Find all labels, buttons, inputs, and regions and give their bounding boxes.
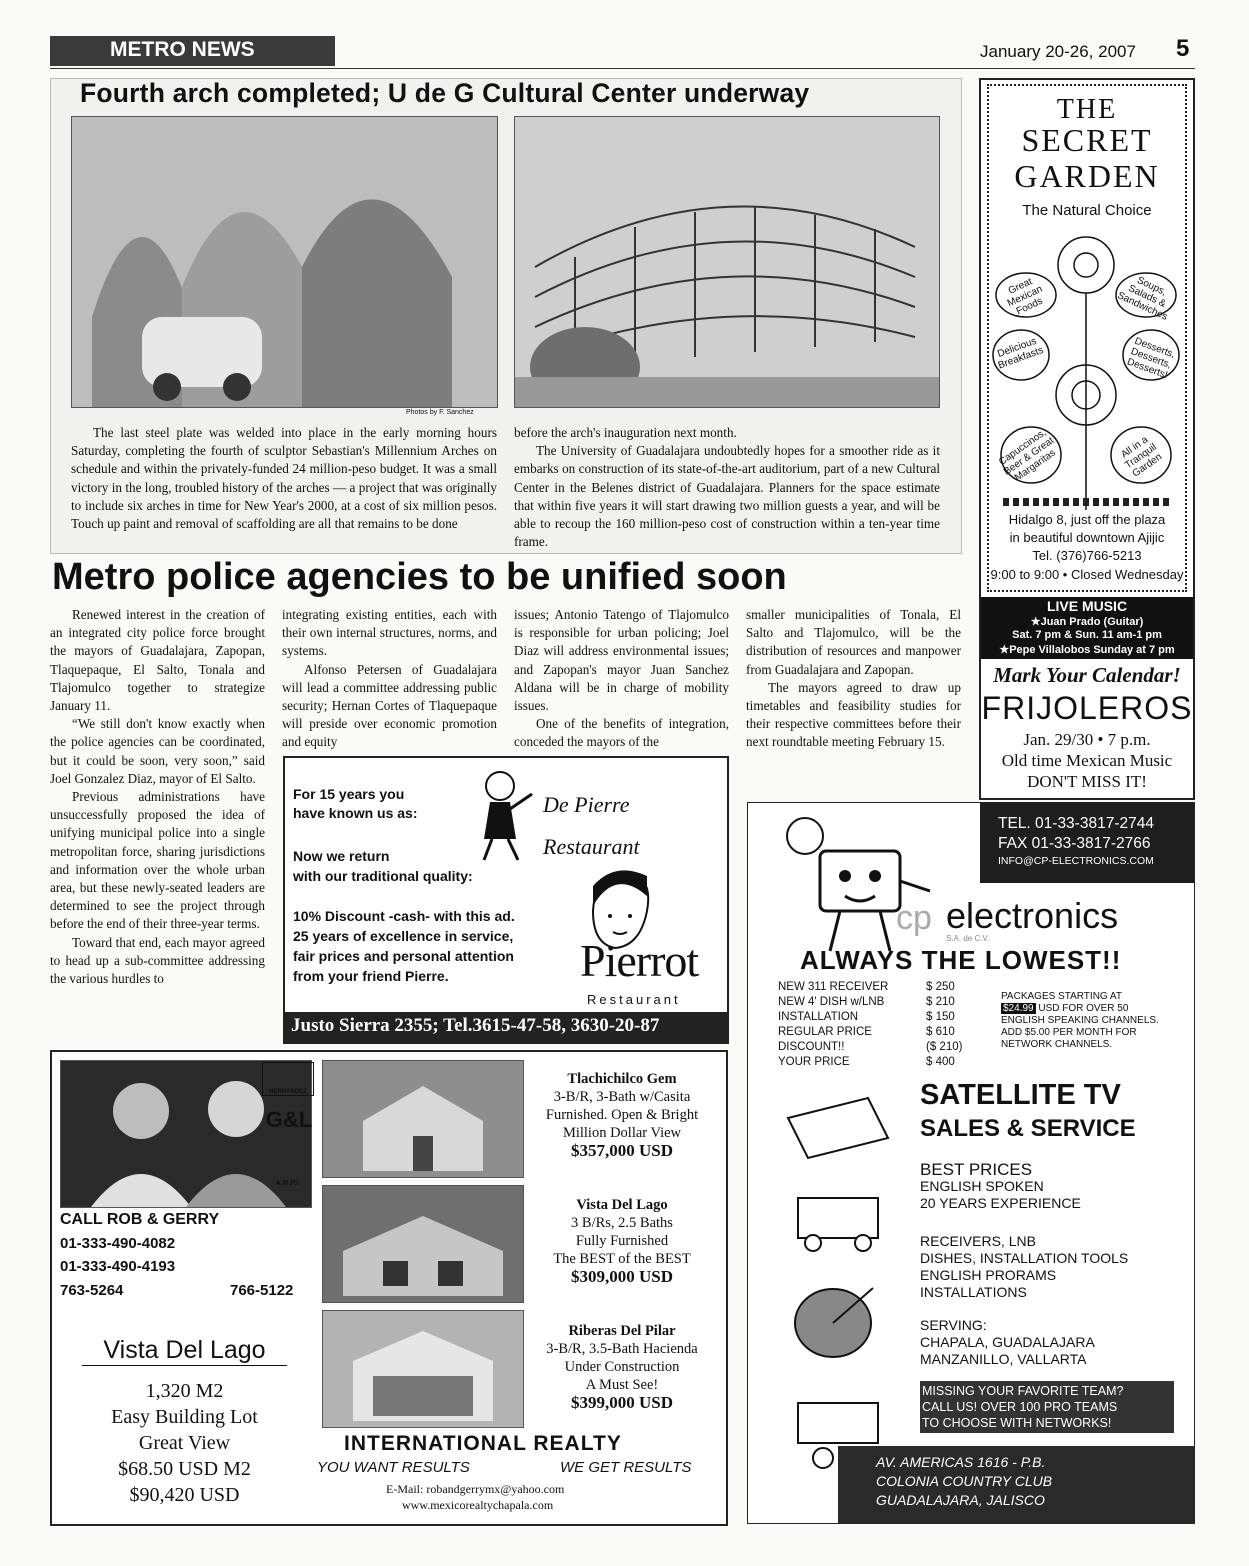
service-line: ENGLISH SPOKEN: [920, 1178, 1044, 1194]
story2-paragraph: The mayors agreed to draw up timetables and feasibility studies for their respective committees before their next roundtable meeting February 15.: [746, 679, 961, 750]
story2-paragraph: Renewed interest in the creation of an integrated city police force brought the mayors of Guadalajara, Zapopan, Tlaquepaque, El Salto, Tonala and Tlajomulco together to strategize January 11.: [50, 607, 265, 714]
price-item: DISCOUNT!!: [778, 1041, 845, 1053]
petal-label: Great Mexican Foods: [1005, 276, 1045, 318]
depierre-line: with our traditional quality:: [293, 868, 473, 884]
cp-email[interactable]: INFO@CP-ELECTRONICS.COM: [998, 855, 1154, 867]
realty-email[interactable]: E-Mail: robandgerrymx@yahoo.com: [386, 1482, 565, 1496]
depierre-brand-sub: Restaurant: [543, 834, 640, 859]
listing: [532, 1196, 712, 1286]
packages-text: USD FOR OVER 50: [1038, 1003, 1129, 1014]
story1-headline: Fourth arch completed; U de G Cultural Center underway: [80, 78, 810, 108]
cp-address-line: GUADALAJARA, JALISCO: [876, 1492, 1045, 1508]
service-line: INSTALLATIONS: [920, 1284, 1027, 1300]
story1-paragraph: before the arch's inauguration next month.: [514, 425, 737, 440]
triangle-border: [1003, 498, 1171, 506]
depierre-line: Now we return: [293, 848, 390, 864]
realty-phone: 01-333-490-4082: [60, 1235, 176, 1252]
price-item: REGULAR PRICE: [778, 1026, 872, 1038]
petal-label: Soups, Salads & Sandwiches: [1115, 274, 1170, 323]
depierre-address: Justo Sierra 2355; Tel.3615-47-58, 3630-20-87: [291, 1015, 660, 1036]
cp-slogan: ALWAYS THE LOWEST!!: [800, 945, 1122, 975]
cp-electronics-ad: [747, 802, 1195, 1524]
listing-detail: The BEST of the BEST: [553, 1251, 691, 1267]
packages-info: [1001, 991, 1186, 1051]
listing: [532, 1070, 712, 1160]
live-music-line: Sat. 7 pm & Sun. 11 am-1 pm: [1012, 629, 1162, 641]
price-row: [778, 1025, 988, 1040]
depierre-line: fair prices and personal attention: [293, 948, 514, 964]
price-item: NEW 311 RECEIVER: [778, 981, 889, 993]
service-line: CHAPALA, GUADALAJARA: [920, 1334, 1095, 1350]
construction-illustration: [515, 117, 939, 407]
garden-tagline: The Natural Choice: [1022, 202, 1152, 219]
price-value: $ 210: [926, 996, 955, 1008]
garden-title-the: THE: [1056, 94, 1118, 125]
service-line: ENGLISH PRORAMS: [920, 1267, 1057, 1283]
tv-mascot-icon: [760, 811, 940, 961]
story1-paragraph: The last steel plate was welded into place in the early morning hours Saturday, completing the fourth of sculptor Sebastian's Millennium Arches on schedule and within the privately-funded 24 million-peso budget. It was a small victory in the long, troubled history of the arches — a project that was originally to include six arches in time for New Year's 2000, at a cost of six million pesos. Touch up paint and removal of scaffolding are all that remains to be done: [71, 425, 497, 532]
cp-logo-sub: S.A. de C.V.: [946, 934, 990, 943]
price-value: ($ 210): [926, 1041, 963, 1053]
garden-hours: 9:00 to 9:00 • Closed Wednesday: [990, 567, 1184, 582]
petal-label: Desserts, Desserts, Desserts!: [1125, 335, 1177, 382]
listing-price: $399,000 USD: [570, 1393, 673, 1412]
price-item: NEW 4' DISH w/LNB: [778, 996, 885, 1008]
depierre-brand: De Pierre: [543, 792, 630, 817]
price-table: [778, 980, 988, 1070]
listing-detail: Furnished. Open & Bright: [545, 1107, 699, 1123]
service-line: MANZANILLO, VALLARTA: [920, 1351, 1087, 1367]
listing-price: $309,000 USD: [570, 1267, 673, 1286]
depierre-line: have known us as:: [293, 805, 418, 821]
realty-phone: 766-5122: [230, 1282, 294, 1299]
listing-detail: A Must See!: [585, 1377, 659, 1393]
garden-title-garden: GARDEN: [1014, 158, 1160, 194]
issue-date: January 20-26, 2007: [980, 42, 1136, 61]
petal-label: Delicious Breakfasts: [996, 335, 1045, 372]
service-block: [920, 1317, 1095, 1368]
listing-name: Riberas Del Pilar: [568, 1323, 676, 1339]
listing-detail: Under Construction: [564, 1359, 680, 1375]
packages-price: $24.99: [1003, 1003, 1034, 1014]
cp-logo-name: electronics: [946, 895, 1119, 936]
story2-column-3: [514, 606, 729, 752]
cp-tel: TEL. 01-33-3817-2744: [998, 815, 1154, 832]
listing-name: Tlachichilco Gem: [567, 1071, 677, 1087]
listing-detail: 3-B/R, 3-Bath w/Casita: [553, 1089, 691, 1105]
products-illustration: [778, 1088, 898, 1488]
story1-column-1: [71, 424, 497, 533]
story2-headline: Metro police agencies to be unified soon: [52, 556, 787, 598]
gl-logo: G&L: [265, 1107, 313, 1132]
story2-paragraph: issues; Antonio Tatengo of Tlajomulco is responsible for urban policing; Joel Diaz will address environmental issues; and Zapopan's mayor Juan Sanchez Aldana will be in charge of mobility issues.: [514, 607, 729, 714]
price-row: [778, 1010, 988, 1025]
teams-line: TO CHOOSE WITH NETWORKS!: [922, 1416, 1112, 1430]
ampi-logo: HERNANDEZ: [262, 1062, 314, 1096]
waiter-icon: [470, 764, 545, 864]
packages-line: ENGLISH SPEAKING CHANNELS.: [1001, 1015, 1159, 1026]
realty-website[interactable]: www.mexicorealtychapala.com: [402, 1498, 554, 1512]
petal-label: Capuccinos, Beer & Great Margaritas: [996, 427, 1058, 484]
packages-line: NETWORK CHANNELS.: [1001, 1039, 1113, 1050]
event-cta: DON'T MISS IT!: [1027, 772, 1147, 791]
depierre-line: 25 years of excellence in service,: [293, 928, 514, 944]
listing-name: Vista Del Lago: [576, 1197, 668, 1213]
story2-column-4: [746, 606, 961, 752]
lot-detail: 1,320 M2: [145, 1380, 224, 1402]
live-music-line: ★Juan Prado (Guitar): [1030, 616, 1144, 628]
realty-ad: [50, 1050, 728, 1526]
cultural-center-photo: [514, 116, 940, 408]
service-block: [920, 1233, 1128, 1301]
teams-line: MISSING YOUR FAVORITE TEAM?: [922, 1384, 1124, 1398]
lot-price: $90,420 USD: [129, 1484, 240, 1506]
story2-column-2: [282, 606, 497, 752]
listing-detail: 3-B/R, 3.5-Bath Hacienda: [546, 1341, 698, 1357]
realty-slogan: WE GET RESULTS: [560, 1459, 692, 1476]
garden-address-2: in beautiful downtown Ajijic: [1009, 530, 1165, 545]
story2-paragraph: smaller municipalities of Tonala, El Salto and Tlajomulco, will be the distribution of resources and manpower from Guadalajara and Zapopan.: [746, 607, 961, 677]
story1-paragraph: The University of Guadalajara undoubtedly hopes for a smoother ride as it embarks on construction of its state-of-the-art auditorium, part of a new Cultural Center in the Belenes district of Guadalajara. Planners for the space estimate that within five years it will start drawing two million guests a year, and will be able to recoup the 160 million-peso cost of construction within a ten-year time frame.: [514, 443, 940, 550]
garden-phone: Tel. (376)766-5213: [1032, 548, 1142, 563]
realty-brand: INTERNATIONAL REALTY: [344, 1432, 622, 1455]
listing-detail: 3 B/Rs, 2.5 Baths: [571, 1215, 673, 1231]
price-row: [778, 995, 988, 1010]
lot-price: $68.50 USD M2: [118, 1458, 251, 1480]
garden-address-1: Hidalgo 8, just off the plaza: [1008, 512, 1166, 527]
service-line: SERVING:: [920, 1317, 987, 1333]
listing-photo: [322, 1060, 524, 1178]
live-music-line: ★Pepe Villalobos Sunday at 7 pm: [999, 644, 1175, 656]
cp-address: [876, 1453, 1052, 1510]
price-value: $ 400: [926, 1056, 955, 1068]
teams-box: [920, 1381, 1174, 1433]
ampi-member-logo: A.M.P.I.: [275, 1180, 301, 1187]
depierre-ad: [283, 756, 729, 1044]
lot-detail: Easy Building Lot: [111, 1406, 258, 1428]
product-column: [778, 1088, 898, 1488]
depierre-line: from your friend Pierre.: [293, 968, 449, 984]
cp-fax: FAX 01-33-3817-2766: [998, 835, 1151, 852]
petal-label: All in a Tranquil Garden: [1119, 434, 1165, 480]
cp-logo-mark: cp: [896, 899, 932, 937]
service-line: RECEIVERS, LNB: [920, 1233, 1036, 1249]
listing-detail: Million Dollar View: [562, 1125, 682, 1141]
secret-garden-ad: [979, 78, 1195, 800]
realty-call: CALL ROB & GERRY: [60, 1211, 220, 1228]
story2-paragraph: Toward that end, each mayor agreed to head up a sub-committee addressing the various hurdles to: [50, 934, 265, 987]
satellite-heading: SATELLITE TV: [920, 1079, 1121, 1111]
story2-paragraph: Previous administrations have unsuccessfully proposed the idea of unifying municipal police into a single metropolitan force, sharing jurisdictions and information over the whole urban area, but these newly-seated leaders are determined to see the project through before the end of their three-year terms.: [50, 789, 265, 932]
page-number: 5: [1176, 35, 1190, 62]
realty-phone: 763-5264: [60, 1282, 124, 1299]
arches-photo: [71, 116, 498, 408]
cp-address-line: AV. AMERICAS 1616 - P.B.: [876, 1454, 1046, 1470]
price-row: [778, 1055, 988, 1070]
listing-price: $357,000 USD: [570, 1141, 673, 1160]
teams-line: CALL US! OVER 100 PRO TEAMS: [922, 1400, 1118, 1414]
event-name: FRIJOLEROS: [981, 690, 1193, 726]
service-line: DISHES, INSTALLATION TOOLS: [920, 1250, 1129, 1266]
story2-paragraph: “We still don't know exactly when the police agencies can be coordinated, but it could be soon, very soon,” said Joel Gonzalez Diaz, mayor of El Salto.: [50, 716, 265, 786]
calendar-heading: Mark Your Calendar!: [993, 663, 1181, 687]
price-value: $ 150: [926, 1011, 955, 1023]
house-illustration: [323, 1061, 523, 1177]
cp-address-line: COLONIA COUNTRY CLUB: [876, 1473, 1053, 1489]
event-date: Jan. 29/30 • 7 p.m.: [1023, 730, 1151, 749]
lot-title: Vista Del Lago: [82, 1336, 287, 1366]
packages-line: [1001, 1003, 1186, 1015]
best-prices: BEST PRICES: [920, 1160, 1033, 1179]
price-row: [778, 1040, 988, 1055]
price-row: [778, 980, 988, 995]
price-item: INSTALLATION: [778, 1011, 859, 1023]
house-illustration: [323, 1186, 523, 1302]
packages-line: PACKAGES STARTING AT: [1001, 991, 1122, 1002]
satellite-subheading: SALES & SERVICE: [920, 1115, 1136, 1142]
live-music-title: LIVE MUSIC: [1046, 598, 1128, 614]
listing-detail: Fully Furnished: [575, 1233, 669, 1249]
service-block: [920, 1161, 1081, 1212]
price-value: $ 610: [926, 1026, 955, 1038]
story2-paragraph: One of the benefits of integration, conceded the mayors of the: [514, 716, 729, 750]
story2-paragraph: Alfonso Petersen of Guadalajara will lead a committee addressing public security; Hernan Cortes of Tlaquepaque will preside over economic promotion and equity: [282, 661, 497, 750]
garden-title-secret: SECRET: [1021, 122, 1153, 158]
house-illustration: [323, 1311, 523, 1427]
lot-detail: Great View: [138, 1432, 231, 1454]
pierrot-logo: Pierrot: [580, 935, 699, 986]
story2-paragraph: integrating existing entities, each with their own internal structures, norms, and systems.: [282, 607, 497, 659]
listing: [532, 1322, 712, 1412]
service-line: 20 YEARS EXPERIENCE: [920, 1195, 1081, 1211]
story2-column-1: [50, 606, 265, 988]
packages-line: ADD $5.00 PER MONTH FOR: [1001, 1027, 1137, 1038]
realty-phone: 01-333-490-4193: [60, 1258, 176, 1275]
realty-slogan: YOU WANT RESULTS: [317, 1459, 470, 1476]
depierre-line: For 15 years you: [293, 786, 405, 802]
event-description: Old time Mexican Music: [1001, 751, 1173, 770]
story1-column-2: [514, 424, 940, 551]
header-rule: [50, 68, 1195, 69]
arches-illustration: [72, 117, 497, 407]
section-title: METRO NEWS: [110, 38, 255, 61]
price-value: $ 250: [926, 981, 955, 993]
listing-photo: [322, 1185, 524, 1303]
pierrot-logo-sub: Restaurant: [587, 992, 681, 1007]
price-item: YOUR PRICE: [778, 1056, 850, 1068]
depierre-line: 10% Discount -cash- with this ad.: [293, 908, 515, 924]
photo-credit: Photos by F. Sanchez: [406, 409, 474, 416]
listing-photo: [322, 1310, 524, 1428]
